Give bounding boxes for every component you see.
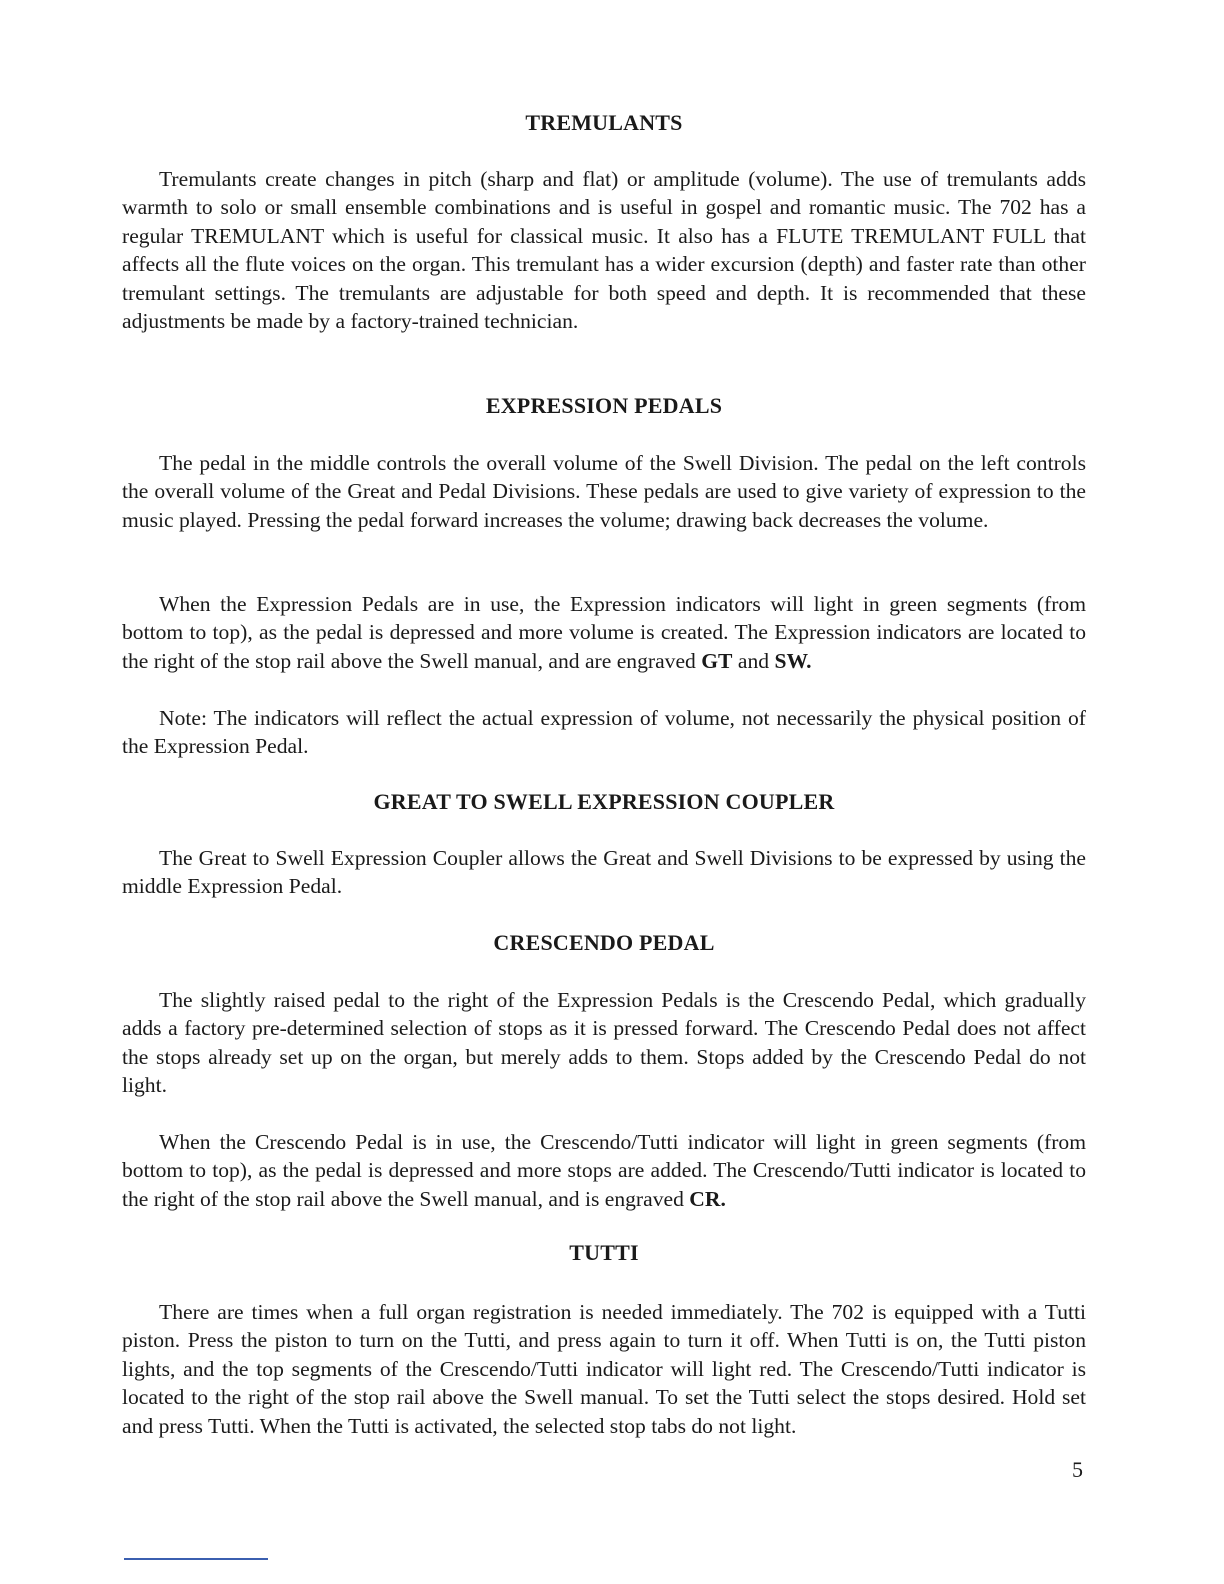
engraved-sw: SW.	[774, 648, 812, 673]
heading-expression-pedals: EXPRESSION PEDALS	[485, 393, 723, 418]
footer-rule	[124, 1558, 268, 1560]
engraved-cr: CR.	[689, 1186, 726, 1211]
paragraph-tutti: There are times when a full organ registration is needed immediately. The 702 is equipped with a Tutti piston. Press the piston to turn on the Tutti, and press again to turn it off. When Tutti is on, the Tutti piston lights, and the top segments of the Crescendo/Tutti indicator will light red. The Crescendo/Tutti indicator is located to the right of the stop rail above the Swell manual. To set the Tutti select the stops desired. Hold set and press Tutti. When the Tutti is activated, the selected stop tabs do not light.	[122, 1300, 1086, 1438]
page-number: 5	[1072, 1457, 1083, 1482]
expression-indicator-text: When the Expression Pedals are in use, the Expression indicators will light in green segments (from bottom to top), as the pedal is depressed and more volume is created. The Expression indicators are located to the right of the stop rail above the Swell manual, and are engraved	[122, 592, 1086, 673]
heading-great-to-swell-coupler: GREAT TO SWELL EXPRESSION COUPLER	[373, 789, 835, 814]
paragraph-crescendo-pedal-1: The slightly raised pedal to the right of the Expression Pedals is the Crescendo Pedal, which gradually adds a factory pre-determined selection of stops as it is pressed forward. The Crescendo Pedal does not affect the stops already set up on the organ, but merely adds to them. Stops added by the Crescendo Pedal do not light.	[122, 988, 1086, 1098]
crescendo-indicator-text: When the Crescendo Pedal is in use, the Crescendo/Tutti indicator will light in green segments (from bottom to top), as the pedal is depressed and more stops are added. The Crescendo/Tutti indicator is located to the right of the stop rail above the Swell manual, and is engraved	[122, 1130, 1086, 1211]
paragraph-expression-pedals-1: The pedal in the middle controls the overall volume of the Swell Division. The pedal on the left controls the overall volume of the Great and Pedal Divisions. These pedals are used to give variety of expression to the music played. Pressing the pedal forward increases the volume; drawing back decreases the volume.	[122, 451, 1086, 532]
paragraph-tremulants: Tremulants create changes in pitch (sharp and flat) or amplitude (volume). The use of tremulants adds warmth to solo or small ensemble combinations and is useful in gospel and romantic music. The 702 has a regular TREMULANT which is useful for classical music. It also has a FLUTE TREMULANT FULL that affects all the flute voices on the organ. This tremulant has a wider excursion (depth) and faster rate than other tremulant settings. The tremulants are adjustable for both speed and depth. It is recommended that these adjustments be made by a factory-trained technician.	[122, 167, 1086, 334]
paragraph-great-to-swell-coupler: The Great to Swell Expression Coupler allows the Great and Swell Divisions to be expressed by using the middle Expression Pedal.	[122, 846, 1086, 899]
paragraph-expression-pedals-2	[122, 590, 1086, 675]
engraved-and: and	[737, 648, 770, 673]
engraved-gt: GT	[701, 648, 733, 673]
heading-crescendo-pedal: CRESCENDO PEDAL	[493, 930, 715, 955]
heading-tutti: TUTTI	[569, 1240, 639, 1265]
heading-tremulants: TREMULANTS	[525, 110, 683, 135]
paragraph-expression-note: Note: The indicators will reflect the actual expression of volume, not necessarily the physical position of the Expression Pedal.	[122, 706, 1086, 759]
paragraph-crescendo-pedal-2	[122, 1128, 1086, 1213]
